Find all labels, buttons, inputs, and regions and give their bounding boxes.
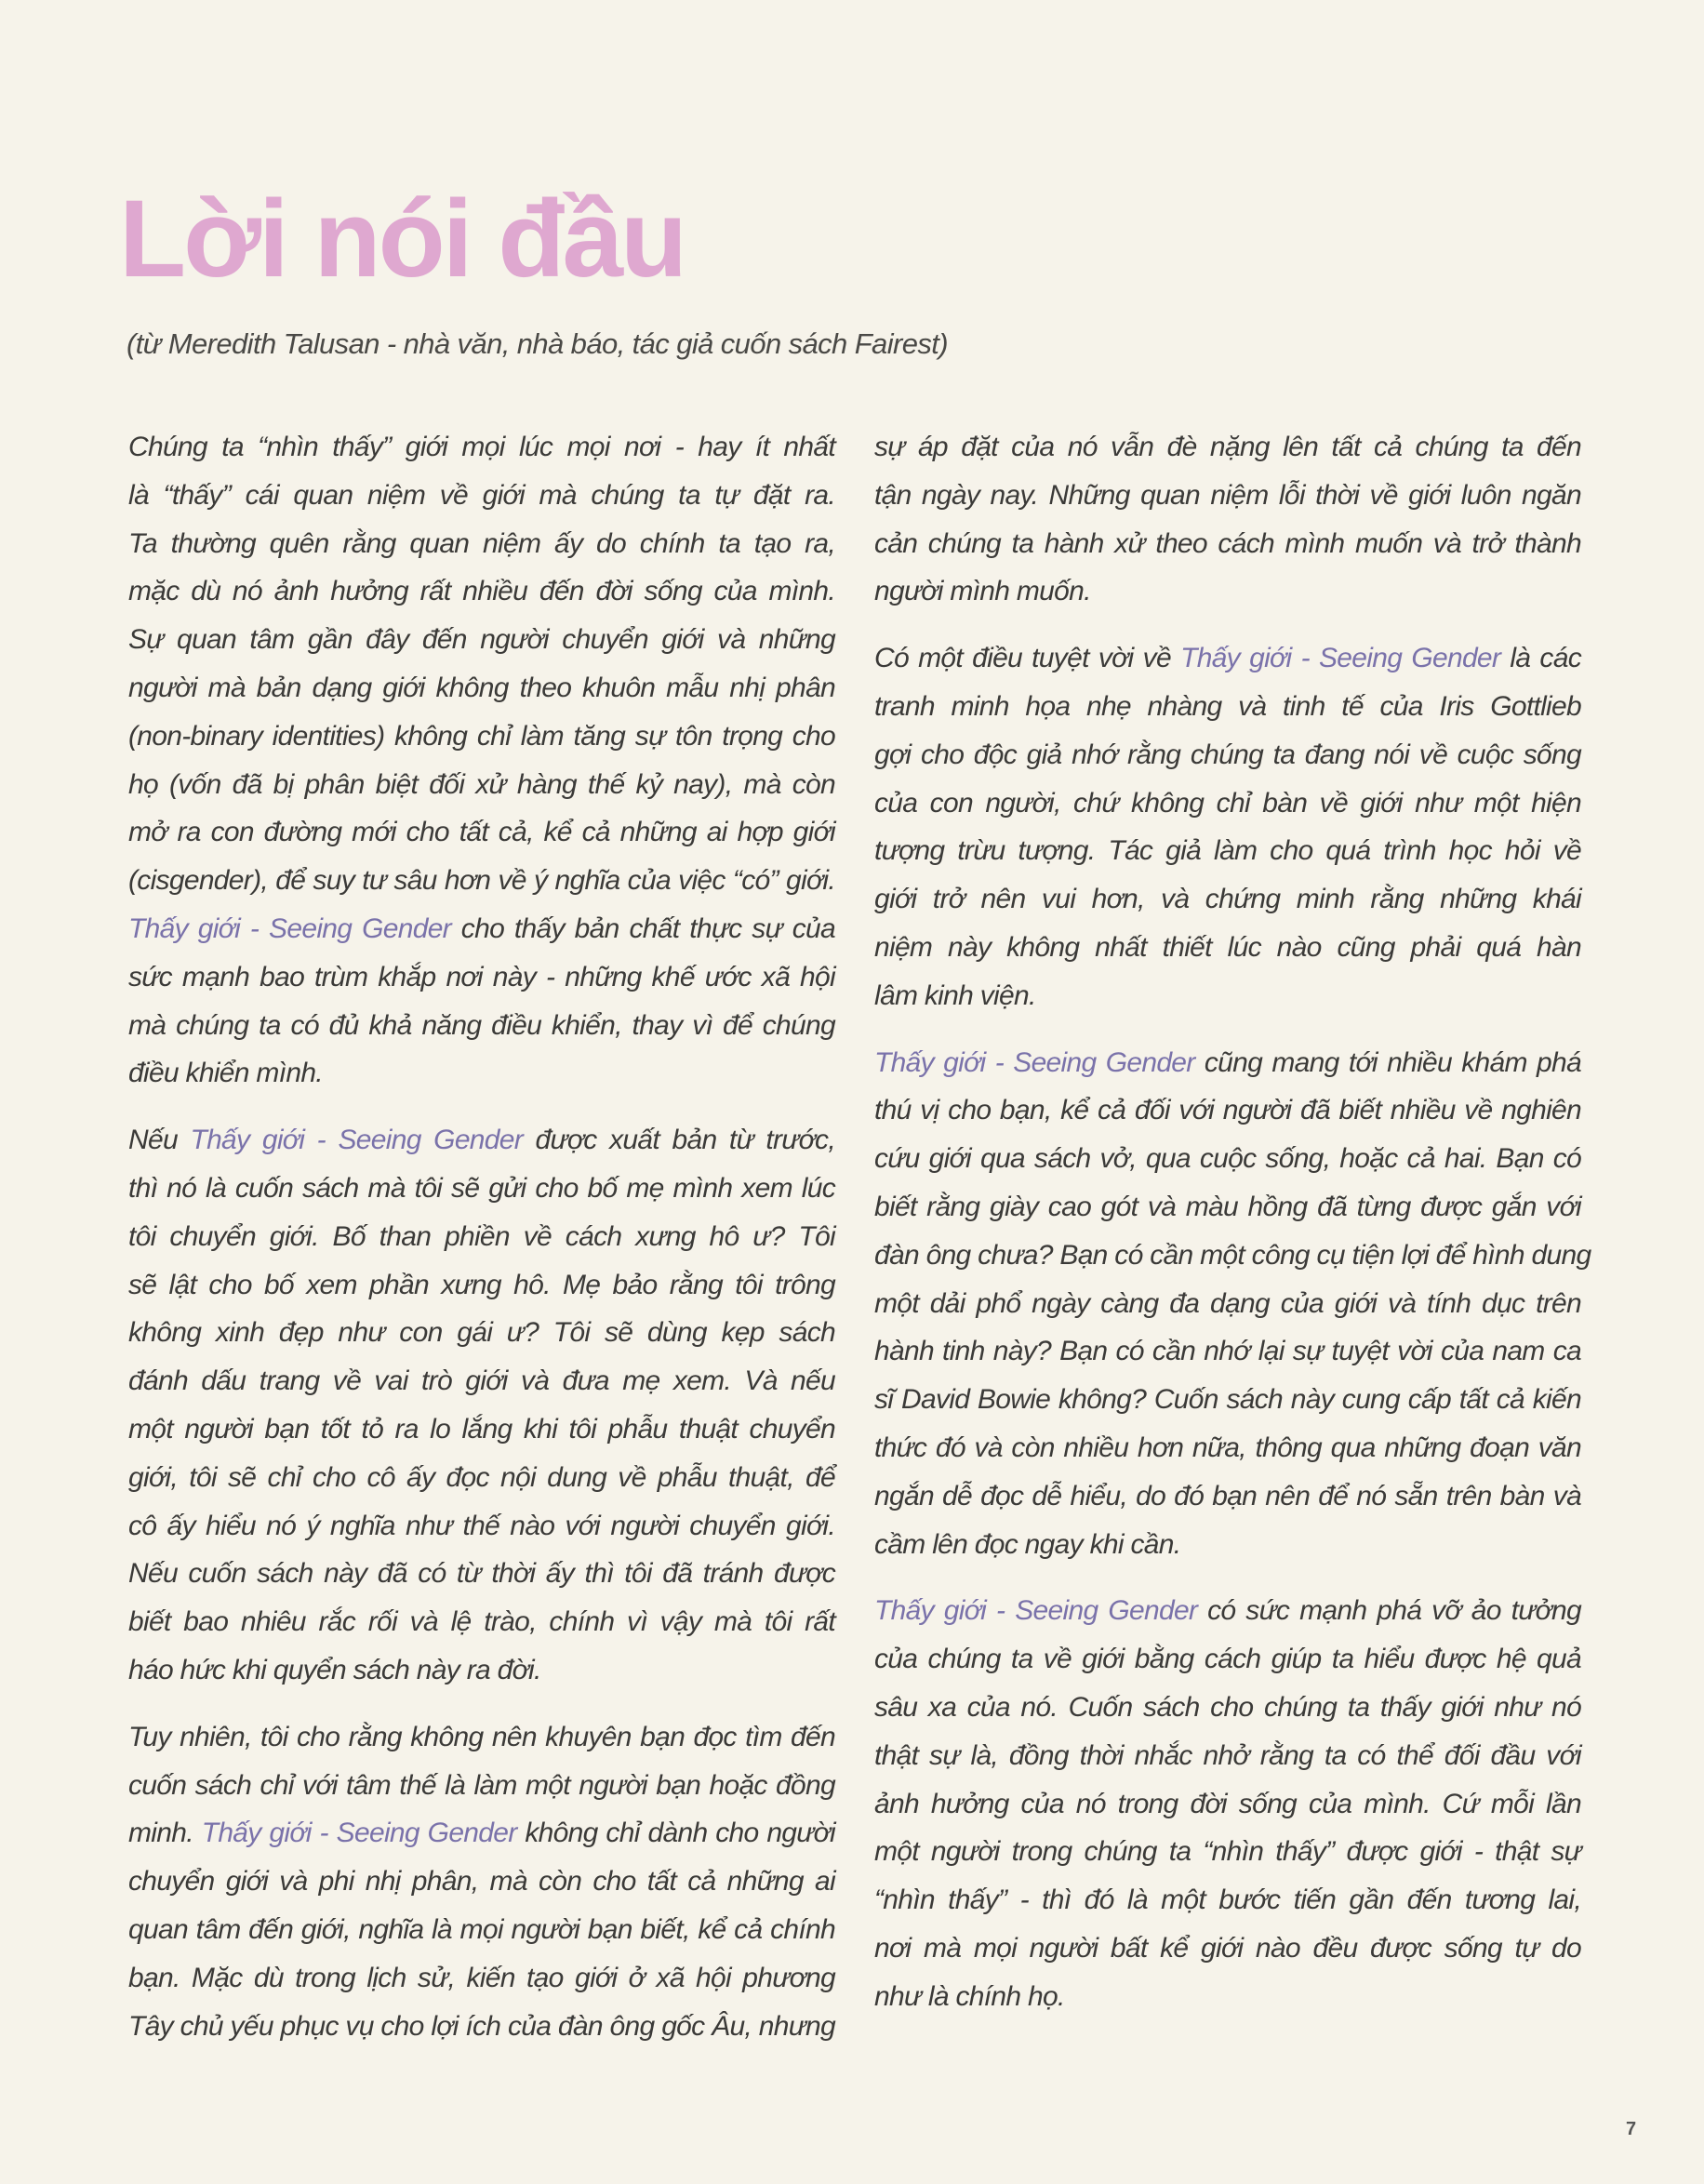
text-segment: người mà bản dạng giới không theo khuôn mẫu nhị phân [128,672,835,703]
text-line [128,1954,835,2003]
text-column-left [128,423,835,2069]
text-line [874,1521,1581,1569]
text-line [874,1732,1581,1780]
book-title-emphasis: Thấy giới - Seeing Gender [201,1818,517,1849]
text-segment: tranh minh họa nhẹ nhàng và tinh tế của Iris Gottlieb [874,690,1581,722]
text-line [874,779,1581,828]
paragraph [128,1713,835,2051]
text-segment: tôi chuyển giới. Bố than phiền về cách xưng hô ư? Tôi [128,1220,835,1252]
text-segment: Nếu cuốn sách này đã có từ thời ấy thì tôi đã tránh được [128,1558,835,1590]
text-line [874,472,1581,520]
text-segment: họ (vốn đã bị phân biệt đối xử hàng thế kỷ nay), mà còn [128,768,835,800]
text-line [128,1502,835,1551]
text-line [128,567,835,616]
page-title: Lời nói đầu [119,178,686,300]
text-segment: cho thấy bản chất thực sự của [450,912,835,944]
text-line [128,857,835,905]
text-segment: cầm lên đọc ngay khi cần. [874,1528,1181,1560]
text-segment: sẽ lật cho bố xem phần xưng hô. Mẹ bảo rằng tôi trông [128,1269,835,1300]
text-segment: giới trở nên vui hơn, và chứng minh rằng những khái [874,884,1581,915]
text-segment: mở ra con đường mới cho tất cả, kể cả những ai hợp giới [128,817,835,848]
text-segment: sâu xa của nó. Cuốn sách cho chúng ta thấy giới như nó [874,1691,1581,1723]
text-line [874,567,1581,616]
text-line [874,1876,1581,1924]
text-line [874,1828,1581,1876]
text-line [128,1165,835,1213]
text-segment: mà chúng ta có đủ khả năng điều khiển, thay vì để chúng [128,1009,835,1041]
paragraph [128,1116,835,1695]
paragraph [874,423,1581,616]
text-line [874,1232,1591,1280]
text-line [874,1684,1581,1732]
text-segment: cứu giới qua sách vở, qua cuộc sống, hoặc cả hai. Bạn có [874,1143,1581,1175]
text-line [874,1280,1581,1328]
book-title-fairest: Fairest [854,327,939,360]
text-column-right [874,423,1591,2040]
text-line [874,1327,1581,1376]
text-segment: mặc dù nó ảnh hưởng rất nhiều đến đời sống của mình. [128,576,835,607]
text-segment: gợi cho độc giả nhớ rằng chúng ta đang nói về cuộc sống [874,739,1581,770]
text-line [128,616,835,664]
text-line [128,808,835,857]
text-line [128,1858,835,1906]
paragraph [874,1039,1591,1569]
text-line [128,712,835,761]
text-segment: Tây chủ yếu phục vụ cho lợi ích của đàn ông gốc Âu, nhưng [128,2010,835,2042]
text-segment: (non-binary identities) không chỉ làm tăng sự tôn trọng cho [128,720,835,752]
text-segment: thì nó là cuốn sách mà tôi sẽ gửi cho bố mẹ mình xem lúc [128,1172,835,1204]
text-line [128,1116,835,1165]
text-segment: nơi mà mọi người bất kể giới nào đều được sống tự do [874,1932,1581,1964]
paragraph [874,1587,1581,2020]
text-line [128,953,835,1002]
page-number: 7 [1626,2119,1637,2139]
text-segment: thật sự là, đồng thời nhắc nhở rằng ta có thể đối đầu với [874,1739,1581,1771]
text-line [128,664,835,712]
text-segment: tượng trừu tượng. Tác giả làm cho quá trình học hỏi về [874,835,1581,867]
text-line [874,972,1581,1020]
author-attribution [126,327,948,361]
text-line [874,423,1581,472]
text-line [128,1357,835,1405]
text-segment: cũng mang tới nhiều khám phá [1194,1046,1581,1078]
text-segment: một người bạn tốt tỏ ra lo lắng khi tôi phẫu thuật chuyển [128,1413,835,1445]
text-segment: (cisgender), để suy tư sâu hơn về ý nghĩa của việc “có” giới. [128,865,835,897]
text-segment: Chúng ta “nhìn thấy” giới mọi lúc mọi nơi - hay ít nhất [128,432,835,462]
text-segment: thức đó và còn nhiều hơn nữa, thông qua những đoạn văn [874,1432,1581,1463]
text-line [874,520,1581,568]
text-line [128,1261,835,1310]
text-line [128,1646,835,1695]
text-segment: có sức mạnh phá vỡ ảo tưởng [1197,1595,1581,1627]
text-line [128,423,835,472]
text-segment: cô ấy hiểu nó ý nghĩa như thế nào với người chuyển giới. [128,1510,835,1541]
text-line [128,1454,835,1502]
text-line [874,1183,1581,1232]
text-line [128,1809,835,1858]
text-segment: điều khiển mình. [128,1058,323,1089]
text-line [128,1002,835,1050]
text-segment: Ta thường quên rằng quan niệm ấy do chính ta tạo ra, [128,527,835,559]
text-segment: không chỉ dành cho người [516,1818,836,1849]
attribution-text: (từ Meredith Talusan - nhà văn, nhà báo, tác giả cuốn sách [126,327,855,360]
text-segment: tận ngày nay. Những quan niệm lỗi thời về giới luôn ngăn [874,479,1581,511]
text-segment: háo hức khi quyển sách này ra đời. [128,1654,541,1685]
attribution-close: ) [939,327,948,360]
text-segment: được xuất bản từ trước, [523,1125,835,1156]
text-segment: ảnh hưởng của nó trong đời sống của mình. Cứ mỗi lần [874,1788,1581,1819]
text-line [128,472,835,520]
text-line [874,1424,1581,1472]
text-segment: một người trong chúng ta “nhìn thấy” được giới - thật sự [874,1836,1581,1868]
text-segment: lâm kinh viện. [874,979,1036,1011]
text-line [128,1405,835,1454]
book-title-emphasis: Thấy giới - Seeing Gender [874,1595,1198,1627]
text-line [874,1135,1581,1183]
text-line [128,1309,835,1357]
text-line [874,924,1581,972]
text-line [874,1472,1581,1521]
book-title-emphasis: Thấy giới - Seeing Gender [1180,643,1501,674]
text-segment: Có một điều tuyệt vời về [874,643,1181,674]
text-segment: sự áp đặt của nó vẫn đè nặng lên tất cả chúng ta đến [874,432,1581,462]
text-segment: của con người, chứ không chỉ bàn về giới như một hiện [874,787,1581,819]
text-line [128,1049,835,1098]
text-line [874,1376,1581,1424]
text-line [874,683,1581,731]
paragraph [128,423,835,1098]
text-segment: chuyển giới và phi nhị phân, mà còn cho tất cả những ai [128,1866,835,1898]
text-segment: của chúng ta về giới bằng cách giúp ta hiểu được hệ quả [874,1644,1581,1675]
text-segment: Sự quan tâm gần đây đến người chuyển giới và những [128,624,835,656]
text-segment: bạn. Mặc dù trong lịch sử, kiến tạo giới ở xã hội phương [128,1962,835,1993]
text-segment: Tuy nhiên, tôi cho rằng không nên khuyên bạn đọc tìm đến [128,1721,835,1752]
text-segment: thú vị cho bạn, kể cả đối với người đã biết nhiều về nghiên [874,1095,1581,1126]
text-line [874,875,1581,924]
book-title-emphasis: Thấy giới - Seeing Gender [190,1125,524,1156]
text-segment: như là chính họ. [874,1980,1065,2012]
text-segment: đàn ông chưa? Bạn có cần một công cụ tiện lợi để hình dung [874,1239,1591,1271]
text-line [128,1762,835,1810]
text-line [128,2003,835,2051]
text-segment: là các [1500,643,1581,674]
text-line [128,1598,835,1646]
text-segment: sĩ David Bowie không? Cuốn sách này cung cấp tất cả kiến [874,1384,1581,1416]
text-segment: “nhìn thấy” - thì đó là một bước tiến gần đến tương lai, [874,1884,1581,1916]
text-line [874,1635,1581,1684]
book-title-emphasis: Thấy giới - Seeing Gender [128,912,451,944]
text-line [874,1086,1581,1135]
text-segment: hành tinh này? Bạn có cần nhớ lại sự tuyệt vời của nam ca [874,1336,1581,1367]
text-line [874,827,1581,875]
text-line [874,1973,1581,2021]
text-segment: niệm này không nhất thiết lúc nào cũng phải quá hàn [874,931,1581,963]
text-segment: cuốn sách chỉ với tâm thế là làm một người bạn hoặc đồng [128,1769,835,1801]
text-segment: sức mạnh bao trùm khắp nơi này - những khế ước xã hội [128,961,835,992]
text-line [874,1039,1581,1087]
book-title-emphasis: Thấy giới - Seeing Gender [874,1046,1195,1078]
text-line [128,1906,835,1954]
text-line [128,905,835,953]
text-segment: biết bao nhiêu rắc rối và lệ trào, chính vì vậy mà tôi rất [128,1606,835,1638]
text-line [874,731,1581,779]
text-segment: một dải phổ ngày càng đa dạng của giới và tính dục trên [874,1287,1581,1319]
text-segment: ngắn dễ đọc dễ hiểu, do đó bạn nên để nó sẵn trên bàn và [874,1480,1581,1511]
paragraph [874,634,1581,1019]
text-line [128,761,835,809]
text-segment: cản chúng ta hành xử theo cách mình muốn và trở thành [874,527,1581,559]
text-segment: là “thấy” cái quan niệm về giới mà chúng ta tự đặt ra. [128,479,835,511]
text-line [128,1550,835,1598]
text-line [128,1713,835,1762]
text-line [874,1924,1581,1973]
text-line [874,1587,1581,1635]
text-line [874,634,1581,683]
text-line [874,1780,1581,1829]
text-line [128,1213,835,1261]
text-segment: biết rằng giày cao gót và màu hồng đã từng được gắn với [874,1191,1581,1222]
text-segment: quan tâm đến giới, nghĩa là mọi người bạn biết, kể cả chính [128,1913,835,1945]
text-segment: minh. [128,1818,202,1849]
text-segment: giới, tôi sẽ chỉ cho cô ấy đọc nội dung về phẫu thuật, để [128,1461,835,1493]
text-line [128,520,835,568]
text-segment: người mình muốn. [874,576,1091,607]
text-segment: đánh dấu trang về vai trò giới và đưa mẹ xem. Và nếu [128,1365,835,1397]
text-segment: Nếu [128,1125,191,1156]
text-segment: không xinh đẹp như con gái ư? Tôi sẽ dùng kẹp sách [128,1317,835,1349]
